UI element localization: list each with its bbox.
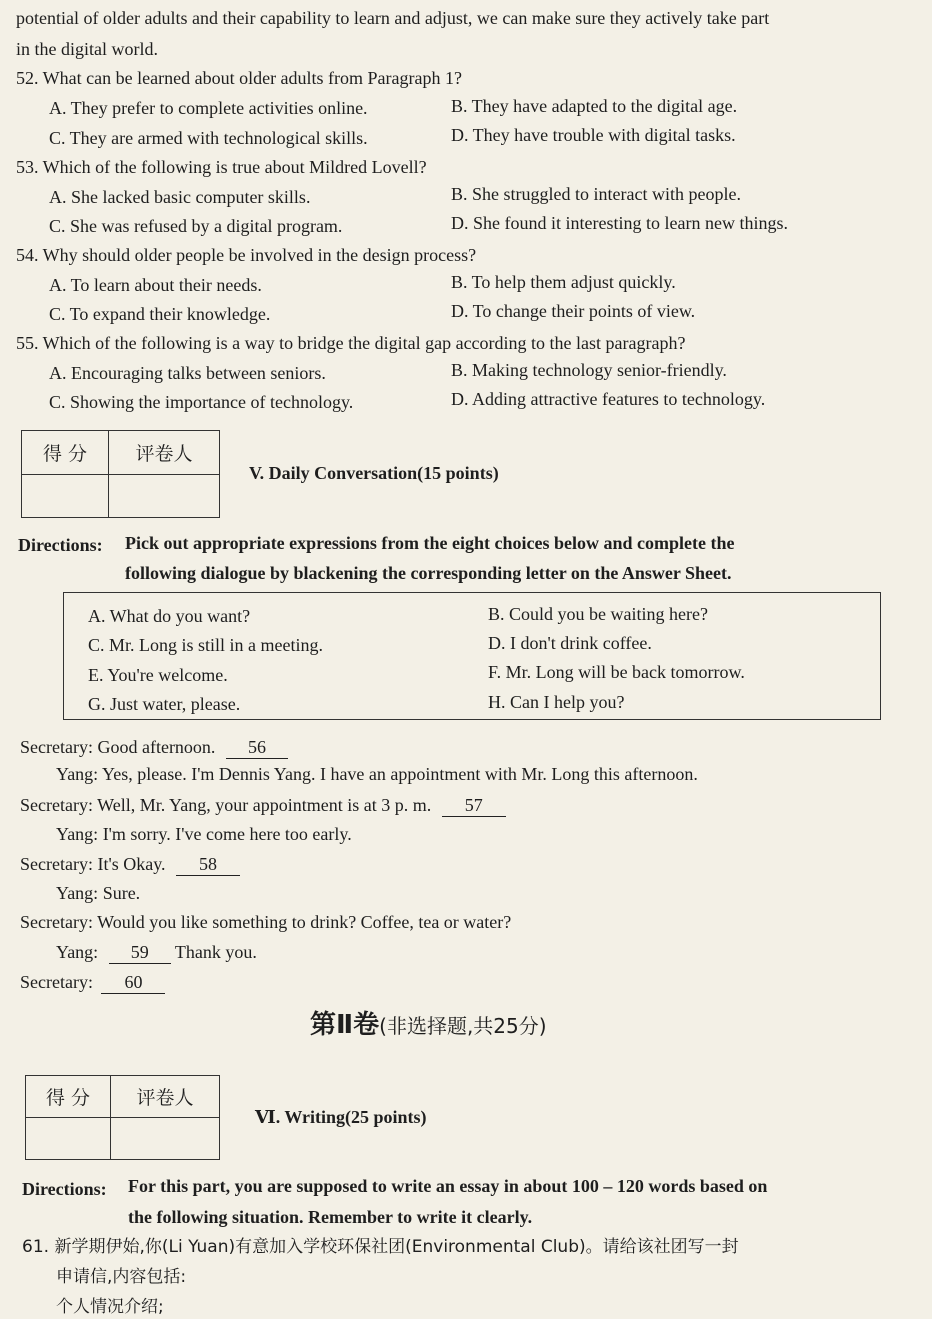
dialogue-line-3 — [20, 794, 506, 817]
question-55-option-b: B. Making technology senior-friendly. — [451, 360, 727, 380]
section-5-directions-label: Directions: — [18, 535, 103, 555]
score-cell[interactable] — [26, 1118, 111, 1160]
question-52-option-b: B. They have adapted to the digital age. — [451, 96, 738, 116]
question-53-option-c: C. She was refused by a digital program. — [49, 216, 343, 236]
choice-b: B. Could you be waiting here? — [488, 604, 708, 624]
dialogue-line-4 — [56, 823, 352, 845]
speaker: Yang: — [56, 764, 99, 784]
question-61-line-2: 申请信,内容包括: — [56, 1267, 187, 1287]
dialogue-line-1 — [20, 736, 288, 759]
answer-blank-56[interactable]: 56 — [226, 736, 288, 759]
intro-line-1: potential of older adults and their capability to learn and adjust, we can make sure they actively take part — [16, 8, 770, 28]
dialogue-line-2 — [56, 763, 698, 785]
speaker: Yang: — [56, 883, 99, 903]
question-54-option-b: B. To help them adjust quickly. — [451, 272, 676, 292]
question-55-stem: 55. Which of the following is a way to bridge the digital gap according to the last paragraph? — [16, 333, 686, 353]
question-52-option-a: A. They prefer to complete activities online. — [49, 98, 368, 118]
speaker: Yang: — [56, 824, 99, 844]
question-61-line-1: 61. 新学期伊始,你(Li Yuan)有意加入学校环保社团(Environmental Club)。请给该社团写一封 — [22, 1237, 739, 1257]
section-5-directions-line-2: following dialogue by blackening the corresponding letter on the Answer Sheet. — [125, 563, 732, 583]
section-5-title: V. Daily Conversation(15 points) — [249, 463, 499, 483]
question-54-option-c: C. To expand their knowledge. — [49, 304, 271, 324]
speaker: Secretary: — [20, 854, 93, 874]
score-cell[interactable] — [22, 475, 109, 518]
utterance: Well, Mr. Yang, your appointment is at 3 p. m. — [97, 795, 432, 815]
choice-a: A. What do you want? — [88, 606, 251, 626]
utterance: Sure. — [102, 883, 141, 903]
section-5-directions-line-1: Pick out appropriate expressions from the eight choices below and complete the — [125, 533, 735, 553]
answer-blank-58[interactable]: 58 — [176, 853, 240, 876]
part-2-title: 第Ⅱ卷 — [310, 1010, 380, 1040]
section-6-directions-line-2: the following situation. Remember to write it clearly. — [128, 1207, 533, 1227]
question-54-option-d: D. To change their points of view. — [451, 301, 696, 321]
grader-label: 评卷人 — [111, 1076, 220, 1118]
dialogue-line-8 — [56, 941, 257, 964]
question-54-option-a: A. To learn about their needs. — [49, 275, 262, 295]
question-55-option-d: D. Adding attractive features to technology. — [451, 389, 766, 409]
choice-f: F. Mr. Long will be back tomorrow. — [488, 662, 745, 682]
utterance: It's Okay. — [97, 854, 166, 874]
utterance: Yes, please. I'm Dennis Yang. I have an appointment with Mr. Long this afternoon. — [102, 764, 698, 784]
speaker: Secretary: — [20, 972, 93, 992]
utterance: Would you like something to drink? Coffee, tea or water? — [97, 912, 512, 932]
intro-line-2: in the digital world. — [16, 39, 158, 59]
section-6-directions-line-1: For this part, you are supposed to write an essay in about 100 – 120 words based on — [128, 1176, 768, 1196]
question-55-option-c: C. Showing the importance of technology. — [49, 392, 354, 412]
grader-label: 评卷人 — [109, 431, 220, 475]
choice-d: D. I don't drink coffee. — [488, 633, 652, 653]
question-54-stem: 54. Why should older people be involved in the design process? — [16, 245, 477, 265]
part-2-subtitle: (非选择题,共25分) — [379, 1014, 547, 1038]
answer-blank-57[interactable]: 57 — [442, 794, 506, 817]
speaker: Secretary: — [20, 795, 93, 815]
choice-g: G. Just water, please. — [88, 694, 241, 714]
dialogue-line-5 — [20, 853, 240, 876]
question-53-stem: 53. Which of the following is true about Mildred Lovell? — [16, 157, 427, 177]
answer-blank-60[interactable]: 60 — [101, 971, 165, 994]
score-label: 得 分 — [26, 1076, 111, 1118]
dialogue-line-6 — [56, 882, 140, 904]
question-61-line-3: 个人情况介绍; — [56, 1297, 164, 1317]
question-53-option-a: A. She lacked basic computer skills. — [49, 187, 311, 207]
question-52-option-c: C. They are armed with technological skills. — [49, 128, 368, 148]
section-6-directions-label: Directions: — [22, 1179, 107, 1199]
utterance: Good afternoon. — [97, 737, 216, 757]
grader-cell[interactable] — [111, 1118, 220, 1160]
score-label: 得 分 — [22, 431, 109, 475]
choice-h: H. Can I help you? — [488, 692, 625, 712]
answer-blank-59[interactable]: 59 — [109, 941, 171, 964]
question-52-stem: 52. What can be learned about older adults from Paragraph 1? — [16, 68, 463, 88]
choice-e: E. You're welcome. — [88, 665, 228, 685]
question-55-option-a: A. Encouraging talks between seniors. — [49, 363, 326, 383]
question-53-option-d: D. She found it interesting to learn new things. — [451, 213, 788, 233]
part-2-heading — [310, 1010, 547, 1043]
choice-c: C. Mr. Long is still in a meeting. — [88, 635, 323, 655]
dialogue-line-9 — [20, 971, 165, 994]
grader-cell[interactable] — [109, 475, 220, 518]
utterance: I'm sorry. I've come here too early. — [102, 824, 352, 844]
speaker: Yang: — [56, 942, 99, 962]
speaker: Secretary: — [20, 737, 93, 757]
speaker: Secretary: — [20, 912, 93, 932]
dialogue-line-7 — [20, 911, 511, 933]
question-53-option-b: B. She struggled to interact with people. — [451, 184, 741, 204]
question-52-option-d: D. They have trouble with digital tasks. — [451, 125, 736, 145]
utterance: Thank you. — [174, 942, 257, 962]
section-6-title: Ⅵ. Writing(25 points) — [255, 1107, 427, 1127]
score-box-section-5 — [21, 430, 220, 518]
score-box-section-6 — [25, 1075, 220, 1160]
